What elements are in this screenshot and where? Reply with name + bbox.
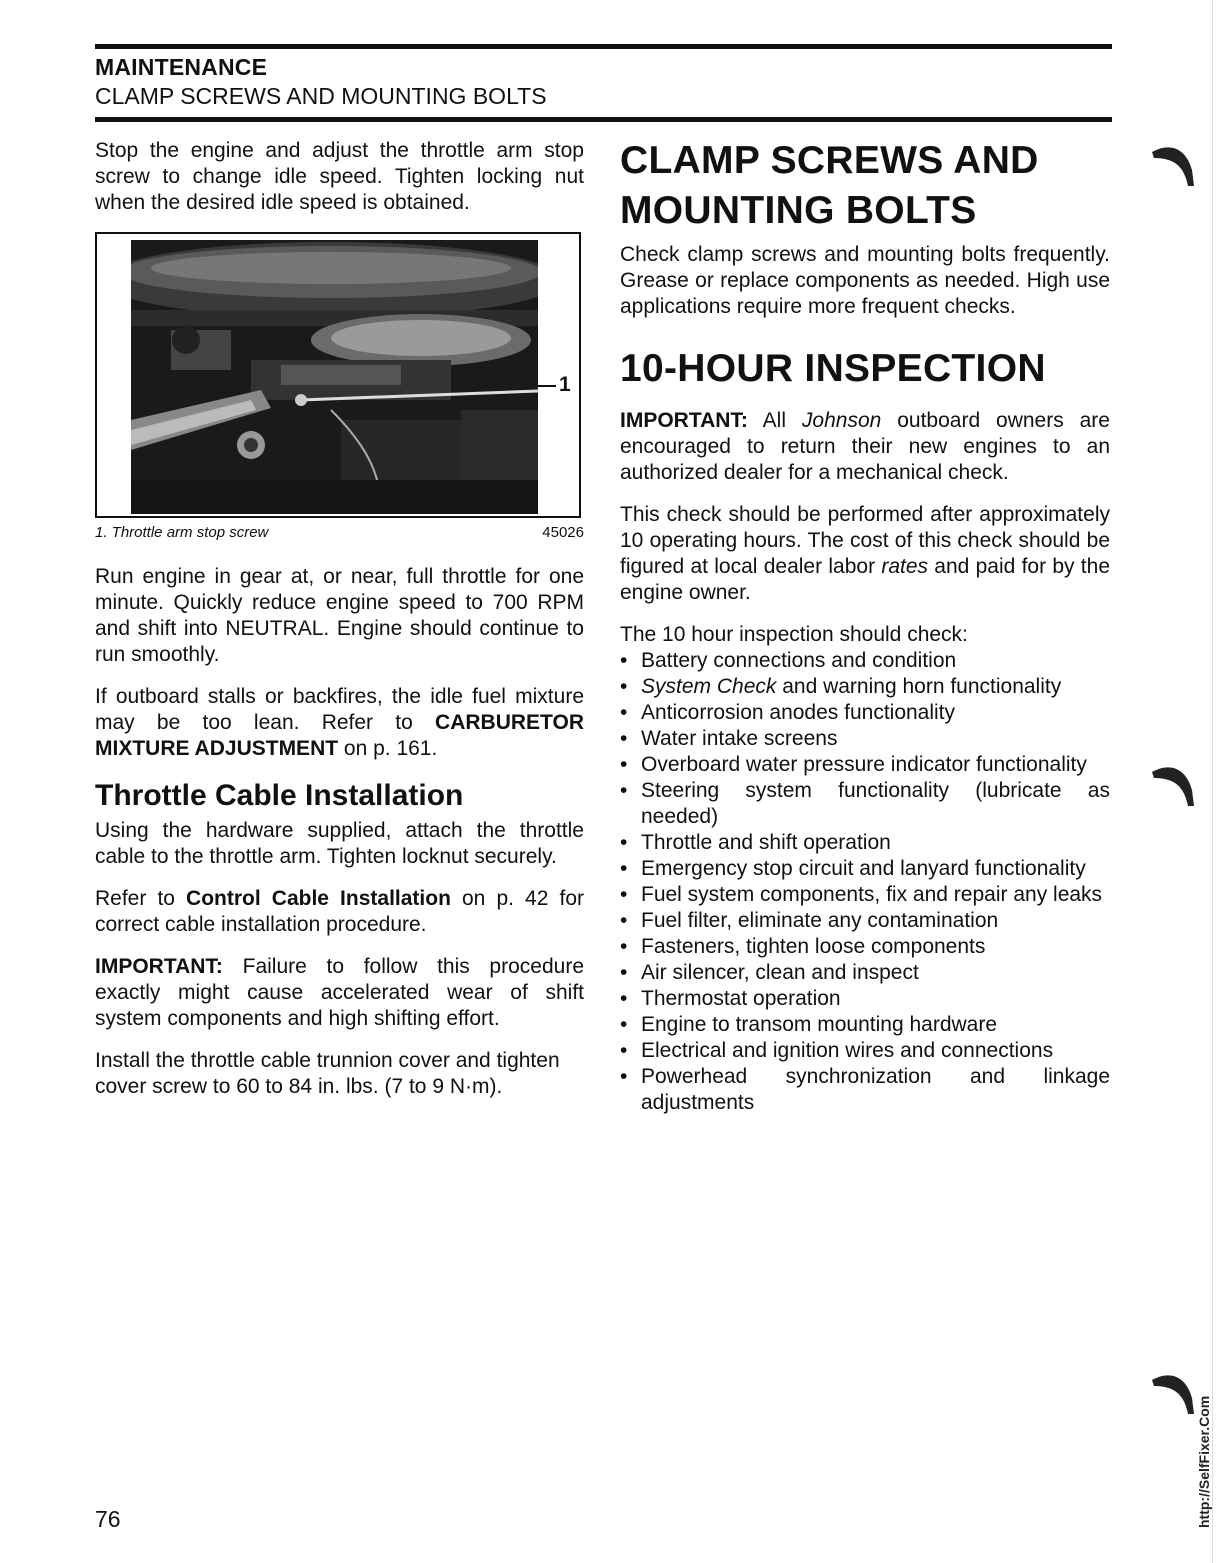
left-column: [95, 138, 584, 1116]
list-item: • Thermostat operation: [620, 986, 1110, 1012]
page-edge-line: [1212, 0, 1213, 1563]
list-item: • Powerhead synchronization and linkage adjustments: [620, 1064, 1110, 1116]
list-item: [620, 674, 1110, 700]
intro-paragraph: Stop the engine and adjust the throttle arm stop screw to change idle speed. Tighten locking nut when the desired idle speed is obtained.: [95, 139, 584, 214]
inspection-heading: 10-HOUR INSPECTION: [620, 347, 1046, 390]
johnson-important-paragraph: [620, 408, 1110, 486]
caption-text: 1. Throttle arm stop screw: [95, 524, 269, 541]
right-column: [620, 136, 1110, 1116]
figure-id: 45026: [542, 524, 584, 541]
carburetor-reference: CARBURETOR MIXTURE ADJUSTMENT: [95, 711, 584, 760]
list-item: • Battery connections and condition: [620, 648, 1110, 674]
inspection-checklist: [620, 648, 1110, 1116]
list-item: • Emergency stop circuit and lanyard functionality: [620, 856, 1110, 882]
important-pre: All: [747, 409, 802, 432]
list-item: • Overboard water pressure indicator functionality: [620, 752, 1110, 778]
important-text: Failure to follow this procedure exactly might cause accelerated wear of shift system components and high shifting effort.: [95, 955, 584, 1030]
refer-paragraph: [95, 886, 584, 938]
hardware-paragraph: Using the hardware supplied, attach the throttle cable to the throttle arm. Tighten locknut securely.: [95, 819, 584, 868]
figure-caption: [95, 524, 584, 542]
refer-page-ref: on p. 42 for correct cable installation procedure.: [95, 887, 584, 936]
stall-text: If outboard stalls or backfires, the idle fuel mixture may be too lean. Refer to: [95, 685, 584, 734]
list-item: • Air silencer, clean and inspect: [620, 960, 1110, 986]
callout-number: 1: [559, 373, 571, 396]
binder-mark-icon: [1150, 140, 1200, 190]
section-title: MAINTENANCE: [95, 54, 268, 80]
important-label: IMPORTANT:: [95, 955, 223, 978]
list-item-text: and warning horn functionality: [782, 675, 1062, 698]
list-item: • Steering system functionality (lubricate as needed): [620, 778, 1110, 830]
refer-text: Refer to: [95, 887, 187, 910]
list-intro: The 10 hour inspection should check:: [620, 623, 968, 646]
list-item: • Water intake screens: [620, 726, 1110, 752]
install-cover-paragraph: Install the throttle cable trunnion cover and tighten cover screw to 60 to 84 in. lbs. (7 to 9 N·m).: [95, 1049, 560, 1098]
rates-word: rates: [881, 555, 929, 578]
system-check-term: System Check: [641, 675, 777, 698]
watermark-text: http://SelfFixer.Com: [1196, 1395, 1212, 1528]
list-item: • Electrical and ignition wires and connections: [620, 1038, 1110, 1064]
throttle-cable-heading: Throttle Cable Installation: [95, 779, 464, 812]
run-engine-paragraph: Run engine in gear at, or near, full throttle for one minute. Quickly reduce engine speed to 700 RPM and shift into NEUTRAL. Engine should continue to run smoothly.: [95, 565, 584, 666]
watermark: [1178, 1395, 1224, 1540]
subsection-title: CLAMP SCREWS AND MOUNTING BOLTS: [95, 83, 547, 109]
important-post: outboard owners are encouraged to return their new engines to an authorized dealer for a mechanical check.: [620, 409, 1110, 484]
clamp-paragraph: Check clamp screws and mounting bolts frequently. Grease or replace components as needed. High use applications require more frequent checks.: [620, 243, 1110, 318]
stall-page-ref: on p. 161.: [338, 737, 438, 760]
header-rule-top: [95, 44, 1112, 49]
list-item: • Throttle and shift operation: [620, 830, 1110, 856]
list-item: • Fuel filter, eliminate any contamination: [620, 908, 1110, 934]
list-item: • Engine to transom mounting hardware: [620, 1012, 1110, 1038]
control-cable-reference: Control Cable Installation: [186, 887, 451, 910]
check-pre: This check should be performed after approximately 10 operating hours. The cost of this check should be figured at local dealer labor: [620, 503, 1110, 578]
callout-leader-line: [538, 385, 556, 387]
clamp-screws-heading: CLAMP SCREWS AND MOUNTING BOLTS: [620, 139, 1039, 232]
johnson-brand: Johnson: [801, 409, 882, 432]
important-label: IMPORTANT:: [620, 409, 748, 432]
check-cost-paragraph: [620, 502, 1110, 606]
figure-throttle-arm: [95, 232, 581, 518]
binder-mark-icon: [1150, 760, 1200, 810]
list-item: • Fasteners, tighten loose components: [620, 934, 1110, 960]
list-item: • Anticorrosion anodes functionality: [620, 700, 1110, 726]
page-number: 76: [95, 1506, 121, 1532]
engine-photo: [131, 240, 538, 514]
header-rule-bottom: [95, 117, 1112, 122]
stall-paragraph: [95, 684, 584, 762]
important-shift-paragraph: [95, 954, 584, 1032]
list-item: • Fuel system components, fix and repair any leaks: [620, 882, 1110, 908]
check-post: and paid for by the engine owner.: [620, 555, 1110, 604]
